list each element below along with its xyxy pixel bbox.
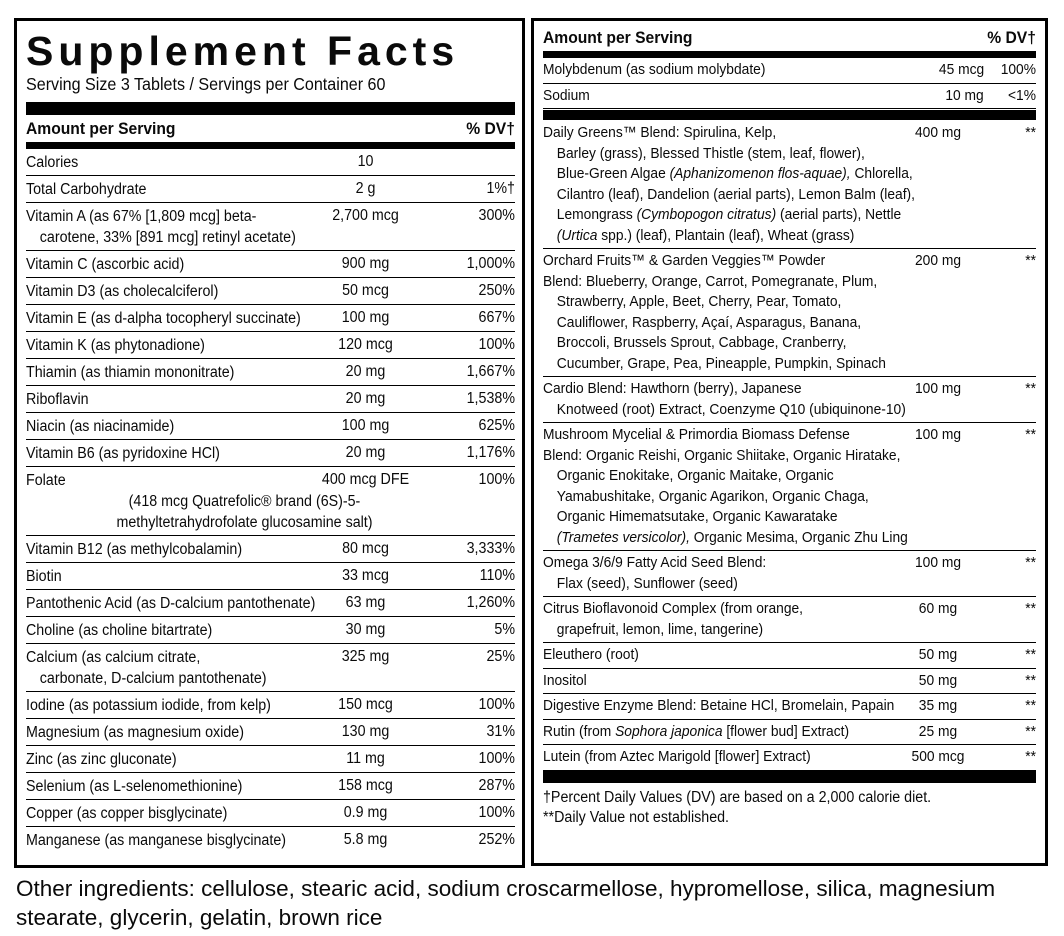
nutrient-row bbox=[26, 440, 515, 467]
nutrient-row bbox=[543, 669, 1036, 695]
left-nutrient-rows bbox=[26, 149, 515, 853]
nutrient-name: Vitamin B12 (as methylcobalamin) bbox=[26, 540, 243, 558]
nutrient-dv: 100% bbox=[478, 804, 515, 822]
nutrient-row bbox=[26, 719, 515, 746]
nutrient-dv: 3,333% bbox=[466, 540, 515, 558]
nutrient-name: Vitamin C (ascorbic acid) bbox=[26, 255, 185, 273]
nutrient-dv: 1,000% bbox=[466, 255, 515, 273]
nutrient-dv: ** bbox=[1025, 722, 1036, 740]
nutrient-dv: 1,538% bbox=[466, 390, 515, 408]
nutrient-amount: 500 mcg bbox=[911, 748, 965, 765]
nutrient-row bbox=[26, 536, 515, 563]
nutrient-name: Vitamin D3 (as cholecalciferol) bbox=[26, 282, 219, 300]
nutrient-name: Vitamin A (as 67% [1,809 mcg] beta- carotene, 33% [891 mcg] retinyl acetate) bbox=[26, 207, 296, 246]
nutrient-name: Biotin bbox=[26, 567, 62, 585]
nutrient-name: Copper (as copper bisglycinate) bbox=[26, 804, 228, 822]
nutrient-sub-detail: methyltetrahydrofolate glucosamine salt) bbox=[116, 513, 373, 531]
nutrient-dv: ** bbox=[1025, 600, 1036, 617]
nutrient-dv: 1,260% bbox=[466, 594, 515, 612]
nutrient-row bbox=[543, 720, 1036, 746]
nutrient-amount: 100 mg bbox=[914, 554, 962, 571]
nutrient-name: Calories bbox=[26, 153, 79, 171]
nutrient-dv: 25% bbox=[486, 648, 515, 666]
nutrient-name: Citrus Bioflavonoid Complex (from orange, grapefruit, lemon, lime, tangerine) bbox=[543, 600, 804, 638]
nutrient-dv: 1,667% bbox=[466, 363, 515, 381]
footnote-dv-not-established: **Daily Value not established. bbox=[543, 808, 730, 826]
nutrient-amount: 10 mg bbox=[945, 86, 984, 104]
nutrient-row bbox=[543, 643, 1036, 669]
nutrient-dv: ** bbox=[1025, 554, 1036, 571]
nutrient-amount: 100 mg bbox=[341, 417, 390, 435]
nutrient-name: Choline (as choline bitartrate) bbox=[26, 621, 213, 639]
nutrient-dv: ** bbox=[1025, 697, 1036, 714]
divider-bar-thick bbox=[26, 102, 515, 115]
amount-per-serving-header: Amount per Serving bbox=[543, 28, 693, 47]
nutrient-amount: 11 mg bbox=[346, 750, 385, 768]
nutrient-amount: 20 mg bbox=[345, 390, 386, 408]
nutrient-row bbox=[26, 644, 515, 692]
nutrient-row bbox=[26, 278, 515, 305]
nutrient-row bbox=[26, 467, 515, 536]
nutrient-row bbox=[26, 305, 515, 332]
nutrient-amount: 5.8 mg bbox=[343, 831, 388, 849]
nutrient-row bbox=[26, 590, 515, 617]
serving-info: Serving Size 3 Tablets / Servings per Container 60 bbox=[26, 74, 386, 95]
nutrient-dv: 100% bbox=[478, 336, 515, 354]
nutrient-amount: 400 mcg DFE bbox=[321, 471, 410, 489]
nutrient-row bbox=[543, 84, 1036, 110]
nutrient-name: Omega 3/6/9 Fatty Acid Seed Blend: Flax (seed), Sunflower (seed) bbox=[543, 554, 767, 592]
nutrient-name: Rutin (from Sophora japonica [flower bud] Extract) bbox=[543, 722, 850, 740]
nutrient-dv: 300% bbox=[478, 207, 515, 225]
footnotes bbox=[543, 783, 1036, 828]
right-facts-panel bbox=[531, 18, 1048, 866]
nutrient-row bbox=[26, 332, 515, 359]
nutrient-name: Calcium (as calcium citrate, carbonate, D-calcium pantothenate) bbox=[26, 648, 267, 687]
nutrient-name: Vitamin K (as phytonadione) bbox=[26, 336, 205, 354]
nutrient-row bbox=[543, 694, 1036, 720]
nutrient-row bbox=[26, 563, 515, 590]
nutrient-name: Selenium (as L-selenomethionine) bbox=[26, 777, 243, 795]
nutrient-row bbox=[543, 597, 1036, 643]
other-ingredients: Other ingredients: cellulose, stearic acid, sodium croscarmellose, hypromellose, silica, magnesium stearate, glycerin, gelatin, brown rice bbox=[16, 876, 996, 930]
label-title: Supplement Facts bbox=[26, 28, 460, 74]
nutrient-name: Manganese (as manganese bisglycinate) bbox=[26, 831, 287, 849]
column-header bbox=[543, 24, 1036, 51]
nutrient-amount: 2 g bbox=[355, 180, 376, 198]
nutrient-dv: ** bbox=[1025, 646, 1036, 663]
nutrient-amount: 325 mg bbox=[341, 648, 390, 666]
nutrient-name: Sodium bbox=[543, 86, 590, 104]
nutrient-amount: 0.9 mg bbox=[343, 804, 388, 822]
nutrient-amount: 63 mg bbox=[345, 594, 386, 612]
nutrient-amount: 900 mg bbox=[341, 255, 390, 273]
nutrient-row bbox=[543, 551, 1036, 597]
right-nutrient-rows bbox=[543, 58, 1036, 770]
nutrient-amount: 50 mg bbox=[918, 646, 958, 663]
nutrient-sub-detail: (418 mcg Quatrefolic® brand (6S)-5- bbox=[128, 492, 361, 510]
nutrient-row bbox=[26, 800, 515, 827]
nutrient-row bbox=[26, 827, 515, 853]
nutrient-row bbox=[26, 176, 515, 203]
nutrient-row bbox=[26, 413, 515, 440]
nutrient-name: Total Carbohydrate bbox=[26, 180, 147, 198]
nutrient-row bbox=[26, 251, 515, 278]
nutrient-name: Eleuthero (root) bbox=[543, 646, 639, 663]
nutrient-amount: 60 mg bbox=[918, 600, 958, 617]
nutrient-row bbox=[543, 745, 1036, 770]
nutrient-row bbox=[543, 423, 1036, 551]
nutrient-row bbox=[26, 149, 515, 176]
nutrient-dv: 100% bbox=[478, 750, 515, 768]
nutrient-dv: 31% bbox=[486, 723, 515, 741]
nutrient-dv: 100% bbox=[1000, 61, 1036, 78]
nutrient-name: Vitamin B6 (as pyridoxine HCl) bbox=[26, 444, 220, 462]
percent-dv-header: % DV† bbox=[466, 119, 515, 139]
nutrient-dv: ** bbox=[1025, 252, 1036, 269]
nutrient-name: Niacin (as niacinamide) bbox=[26, 417, 175, 435]
nutrient-name: Daily Greens™ Blend: Spirulina, Kelp, Barley (grass), Blessed Thistle (stem, leaf, flower), Blue-Green Algae (Aphanizomenon flos-aquae), Chlorella, Cilantro (leaf), Dandelion (aerial parts), Lemon Balm (leaf), Lemongrass (Cymbopogon citratus) (aerial parts), Nettle (Urtica spp.) (leaf), Plantain (leaf), Wheat (grass) bbox=[543, 124, 915, 244]
nutrient-name: Riboflavin bbox=[26, 390, 89, 408]
nutrient-dv: 287% bbox=[478, 777, 515, 795]
nutrient-amount: 50 mcg bbox=[342, 282, 389, 300]
nutrient-amount: 10 bbox=[357, 153, 374, 171]
nutrient-name: Lutein (from Aztec Marigold [flower] Extract) bbox=[543, 748, 811, 765]
nutrient-dv: 625% bbox=[478, 417, 515, 435]
nutrient-name: Iodine (as potassium iodide, from kelp) bbox=[26, 696, 271, 714]
nutrient-dv: ** bbox=[1025, 748, 1036, 765]
nutrient-dv: 1%† bbox=[486, 180, 515, 198]
column-header bbox=[26, 115, 515, 142]
nutrient-name: Vitamin E (as d-alpha tocopheryl succinate) bbox=[26, 309, 301, 327]
nutrient-amount: 20 mg bbox=[345, 444, 386, 462]
nutrient-name: Molybdenum (as sodium molybdate) bbox=[543, 61, 766, 78]
nutrient-dv: 667% bbox=[478, 309, 515, 327]
nutrient-row bbox=[26, 386, 515, 413]
nutrient-name: Orchard Fruits™ & Garden Veggies™ Powder Blend: Blueberry, Orange, Carrot, Pomegranate, Plum, Strawberry, Apple, Beet, Cherry, Pear, Tomato, Cauliflower, Raspberry, Açaí, Asparagus, Banana, Broccoli, Brussels Sprout, Cabbage, Cranberry, Cucumber, Grape, Pea, Pineapple, Pumpkin, Spinach bbox=[543, 252, 886, 372]
nutrient-amount: 20 mg bbox=[345, 363, 386, 381]
nutrient-name: Mushroom Mycelial & Primordia Biomass Defense Blend: Organic Reishi, Organic Shiitake, Organic Hiratake, Organic Enokitake, Organic Maitake, Organic Yamabushitake, Organic Agarikon, Organic Chaga, Organic Himematsutake, Organic Kawaratake (Trametes versicolor), Organic Mesima, Organic Zhu Ling bbox=[543, 426, 908, 546]
nutrient-row bbox=[543, 58, 1036, 84]
nutrient-name: Folate bbox=[26, 471, 66, 489]
nutrient-amount: 80 mcg bbox=[342, 540, 389, 558]
nutrient-dv: ** bbox=[1025, 671, 1036, 689]
nutrient-amount: 158 mcg bbox=[338, 777, 393, 795]
amount-per-serving-header: Amount per Serving bbox=[26, 119, 176, 139]
nutrient-row bbox=[26, 746, 515, 773]
nutrient-name: Thiamin (as thiamin mononitrate) bbox=[26, 363, 235, 381]
nutrient-row bbox=[26, 773, 515, 800]
left-facts-panel bbox=[14, 18, 525, 868]
nutrient-dv: ** bbox=[1025, 380, 1036, 397]
nutrient-amount: 100 mg bbox=[914, 426, 962, 443]
nutrient-amount: 2,700 mcg bbox=[332, 207, 399, 225]
nutrient-amount: 200 mg bbox=[914, 252, 962, 269]
nutrient-dv: 5% bbox=[494, 621, 515, 639]
nutrient-amount: 400 mg bbox=[914, 124, 962, 141]
nutrient-amount: 50 mg bbox=[918, 671, 958, 689]
divider-bar-thick bbox=[543, 770, 1036, 783]
nutrient-row bbox=[26, 359, 515, 386]
nutrient-row bbox=[26, 203, 515, 251]
nutrient-dv: 100% bbox=[478, 471, 515, 489]
divider-bar-medium bbox=[26, 142, 515, 149]
nutrient-dv: 110% bbox=[479, 567, 515, 585]
nutrient-row bbox=[543, 249, 1036, 377]
nutrient-dv: ** bbox=[1025, 124, 1036, 141]
percent-dv-header: % DV† bbox=[987, 28, 1036, 47]
nutrient-dv: 250% bbox=[478, 282, 515, 300]
footnote-daily-values: †Percent Daily Values (DV) are based on a 2,000 calorie diet. bbox=[543, 788, 932, 806]
nutrient-amount: 33 mcg bbox=[342, 567, 389, 585]
nutrient-amount: 100 mg bbox=[341, 309, 390, 327]
nutrient-amount: 120 mcg bbox=[338, 336, 393, 354]
nutrient-amount: 150 mcg bbox=[338, 696, 393, 714]
nutrient-name: Zinc (as zinc gluconate) bbox=[26, 750, 177, 768]
divider-bar-medium bbox=[543, 51, 1036, 58]
nutrient-amount: 45 mcg bbox=[938, 61, 984, 78]
nutrient-row bbox=[543, 377, 1036, 423]
nutrient-amount: 130 mg bbox=[341, 723, 390, 741]
nutrient-row bbox=[26, 692, 515, 719]
nutrient-name: Cardio Blend: Hawthorn (berry), Japanese Knotweed (root) Extract, Coenzyme Q10 (ubiquinone-10) bbox=[543, 380, 906, 418]
nutrient-amount: 30 mg bbox=[345, 621, 386, 639]
divider-bar-thick bbox=[543, 110, 1036, 120]
nutrient-dv: 1,176% bbox=[466, 444, 515, 462]
nutrient-amount: 25 mg bbox=[918, 722, 958, 740]
nutrient-name: Inositol bbox=[543, 671, 587, 689]
nutrient-dv: <1% bbox=[1007, 86, 1036, 104]
nutrient-name: Magnesium (as magnesium oxide) bbox=[26, 723, 244, 741]
nutrient-name: Digestive Enzyme Blend: Betaine HCl, Bromelain, Papain bbox=[543, 697, 895, 714]
nutrient-dv: 252% bbox=[478, 831, 515, 849]
nutrient-row bbox=[543, 121, 1036, 249]
nutrient-amount: 100 mg bbox=[914, 380, 962, 397]
nutrient-row bbox=[26, 617, 515, 644]
nutrient-dv: 100% bbox=[478, 696, 515, 714]
nutrient-name: Pantothenic Acid (as D-calcium pantothenate) bbox=[26, 594, 316, 612]
nutrient-dv: ** bbox=[1025, 426, 1036, 443]
nutrient-amount: 35 mg bbox=[918, 697, 958, 714]
